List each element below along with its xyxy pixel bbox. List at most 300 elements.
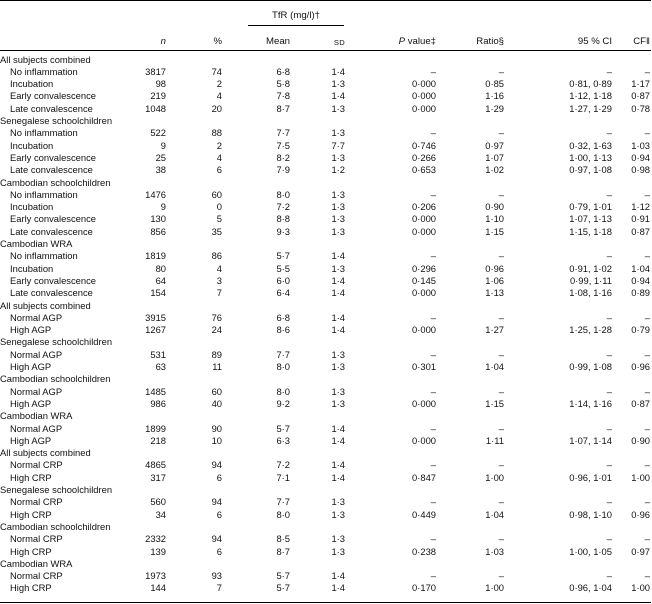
cell-cf: – xyxy=(644,250,650,262)
cell-ratio: – xyxy=(498,459,504,471)
cell-cf: 1·00 xyxy=(631,471,650,483)
cell-p-value: – xyxy=(430,311,436,323)
cell-ci: 1·00, 1·13 xyxy=(569,151,612,163)
cell-sd: 1·3 xyxy=(331,102,345,114)
cell-mean: 7·1 xyxy=(276,471,290,483)
cell-ci: – xyxy=(606,496,612,508)
cell-n: 856 xyxy=(150,225,166,237)
row-label: Early convalescence xyxy=(10,90,96,102)
cell-percent: 4 xyxy=(216,90,222,102)
cell-mean: 7·7 xyxy=(276,348,290,360)
p-header-rest: value‡ xyxy=(405,36,436,47)
cell-cf: – xyxy=(644,422,650,434)
cell-cf: 0·87 xyxy=(631,397,650,409)
cell-percent: 20 xyxy=(211,102,222,114)
cell-mean: 8·8 xyxy=(276,213,290,225)
cell-ratio: 1·13 xyxy=(485,287,504,299)
cell-p-value: 0·653 xyxy=(412,164,436,176)
cell-sd: 1·4 xyxy=(331,65,345,77)
cell-cf: – xyxy=(644,65,650,77)
row-label: Late convalescence xyxy=(10,225,93,237)
cell-n: 9 xyxy=(160,201,166,213)
cell-percent: 11 xyxy=(212,361,222,372)
cell-p-value: 0·238 xyxy=(412,545,436,557)
cell-mean: 7·2 xyxy=(276,459,290,471)
cell-n: 1485 xyxy=(145,385,166,397)
cell-cf: 0·96 xyxy=(631,361,650,372)
cell-sd: 1·3 xyxy=(331,225,345,237)
col-header-cf: CF‖ xyxy=(633,36,650,47)
cell-sd: 1·3 xyxy=(331,262,345,274)
cell-cf: 0·89 xyxy=(631,287,650,299)
cell-p-value: 0·000 xyxy=(412,213,436,225)
cell-ratio: – xyxy=(498,533,504,545)
cell-ratio: 1·29 xyxy=(485,102,504,114)
cell-ci: 1·14, 1·16 xyxy=(569,397,612,409)
tfr-group-header: TfR (mg/l)† xyxy=(272,10,320,21)
cell-percent: 6 xyxy=(216,164,222,176)
cell-ci: – xyxy=(606,422,612,434)
row-label: Normal CRP xyxy=(10,533,63,545)
row-label: High CRP xyxy=(10,582,52,594)
cell-ratio: 1·04 xyxy=(485,508,504,520)
cell-cf: 0·94 xyxy=(631,151,650,163)
cell-ci: – xyxy=(606,188,612,200)
cell-percent: 86 xyxy=(211,250,222,262)
row-label: Late convalescence xyxy=(10,287,93,299)
cell-n: 531 xyxy=(150,348,166,360)
top-rule xyxy=(0,0,651,1)
cell-p-value: 0·000 xyxy=(412,78,436,90)
cell-cf: – xyxy=(644,459,650,471)
cell-ci: 0·98, 1·10 xyxy=(569,508,612,520)
cell-mean: 8·0 xyxy=(276,188,290,200)
header-rule xyxy=(0,50,651,51)
cell-percent: 6 xyxy=(216,545,222,557)
cell-percent: 24 xyxy=(211,324,222,336)
cell-p-value: – xyxy=(430,422,436,434)
cell-ci: 0·99, 1·11 xyxy=(569,274,612,286)
cell-n: 2332 xyxy=(145,533,166,545)
cell-p-value: 0·000 xyxy=(412,225,436,237)
row-label: No inflammation xyxy=(10,188,78,200)
cell-percent: 60 xyxy=(211,188,222,200)
section-title: Cambodian schoolchildren xyxy=(0,373,111,385)
cell-ci: 1·07, 1·13 xyxy=(569,213,612,225)
row-label: Early convalescence xyxy=(10,274,96,286)
col-header-p-value xyxy=(388,36,436,47)
cell-p-value: – xyxy=(430,570,436,582)
row-label: Late convalescence xyxy=(10,102,93,114)
cell-ratio: 1·00 xyxy=(485,582,504,594)
col-header-ratio: Ratio§ xyxy=(476,36,504,47)
cell-cf: 0·91 xyxy=(631,213,650,225)
cell-n: 64 xyxy=(155,274,166,286)
cell-n: 560 xyxy=(150,496,166,508)
cell-ratio: 1·15 xyxy=(485,225,504,237)
cell-ratio: 0·97 xyxy=(485,139,504,151)
cell-mean: 8·0 xyxy=(276,508,290,520)
cell-ratio: – xyxy=(498,188,504,200)
cell-n: 25 xyxy=(155,151,166,163)
cell-percent: 0 xyxy=(216,201,222,213)
row-label: Normal CRP xyxy=(10,496,63,508)
cell-ci: – xyxy=(606,311,612,323)
cell-percent: 40 xyxy=(211,397,222,409)
cell-mean: 6·3 xyxy=(276,434,290,446)
cell-ratio: – xyxy=(498,250,504,262)
cell-ci: – xyxy=(606,127,612,139)
cell-p-value: – xyxy=(430,385,436,397)
cell-sd: 1·4 xyxy=(331,287,345,299)
col-header-n: n xyxy=(160,36,166,47)
cell-cf: 0·87 xyxy=(631,90,650,102)
cell-p-value: – xyxy=(430,127,436,139)
cell-sd: 1·4 xyxy=(331,471,345,483)
cell-cf: 0·98 xyxy=(631,164,650,176)
cell-mean: 8·7 xyxy=(276,102,290,114)
cell-percent: 4 xyxy=(216,151,222,163)
cell-ci: 1·07, 1·14 xyxy=(569,434,612,446)
cell-cf: 0·97 xyxy=(631,545,650,557)
cell-p-value: 0·000 xyxy=(412,287,436,299)
row-label: Incubation xyxy=(10,201,54,213)
cell-mean: 7·2 xyxy=(276,201,290,213)
row-label: Normal AGP xyxy=(10,311,63,323)
cell-cf: – xyxy=(644,570,650,582)
cell-mean: 9·3 xyxy=(276,225,290,237)
cell-percent: 4 xyxy=(216,262,222,274)
cell-ci: – xyxy=(606,65,612,77)
section-title: Cambodian schoolchildren xyxy=(0,520,111,532)
cell-ratio: – xyxy=(498,570,504,582)
cell-ci: 0·79, 1·01 xyxy=(569,201,612,213)
cell-ratio: 1·07 xyxy=(485,151,504,163)
cell-ratio: 1·10 xyxy=(485,213,504,225)
cell-percent: 88 xyxy=(211,127,222,139)
cell-p-value: – xyxy=(430,348,436,360)
cell-ci: – xyxy=(606,459,612,471)
cell-p-value: 0·000 xyxy=(412,102,436,114)
cell-ci: 0·97, 1·08 xyxy=(569,164,612,176)
row-label: Early convalescence xyxy=(10,151,96,163)
cell-ci: 1·15, 1·18 xyxy=(569,225,612,237)
row-label: Normal CRP xyxy=(10,570,63,582)
cell-sd: 1·3 xyxy=(331,361,345,372)
cell-percent: 94 xyxy=(211,533,222,545)
cell-sd: 1·4 xyxy=(331,582,345,594)
cell-p-value: – xyxy=(430,496,436,508)
cell-cf: – xyxy=(644,311,650,323)
cell-sd: 1·3 xyxy=(331,397,345,409)
cell-ci: 1·08, 1·16 xyxy=(569,287,612,299)
cell-ratio: 0·96 xyxy=(485,262,504,274)
row-label: Normal AGP xyxy=(10,348,63,360)
cell-percent: 89 xyxy=(211,348,222,360)
cell-mean: 5·8 xyxy=(276,78,290,90)
cell-ci: – xyxy=(606,385,612,397)
cell-ci: 1·00, 1·05 xyxy=(569,545,612,557)
cell-n: 130 xyxy=(150,213,166,225)
cell-mean: 7·8 xyxy=(276,90,290,102)
cell-n: 144 xyxy=(150,582,166,594)
cell-ratio: 0·85 xyxy=(485,78,504,90)
cell-p-value: 0·746 xyxy=(412,139,436,151)
cell-sd: 1·3 xyxy=(331,508,345,520)
cell-sd: 1·3 xyxy=(331,213,345,225)
cell-cf: 0·87 xyxy=(631,225,650,237)
cell-sd: 1·4 xyxy=(331,434,345,446)
p-italic-letter: P xyxy=(398,36,406,47)
row-label: High AGP xyxy=(10,324,52,336)
cell-cf: – xyxy=(644,533,650,545)
cell-ci: – xyxy=(606,250,612,262)
cell-sd: 1·3 xyxy=(331,78,345,90)
cell-n: 98 xyxy=(155,78,166,90)
cell-n: 4865 xyxy=(145,459,166,471)
cell-ci: 0·99, 1·08 xyxy=(569,361,612,372)
cell-p-value: – xyxy=(430,250,436,262)
cell-sd: 1·3 xyxy=(331,151,345,163)
section-title: Cambodian schoolchildren xyxy=(0,176,111,188)
cell-percent: 94 xyxy=(211,496,222,508)
cell-cf: 1·12 xyxy=(631,201,650,213)
row-label: No inflammation xyxy=(10,250,78,262)
cell-cf: – xyxy=(644,496,650,508)
cell-ratio: 1·15 xyxy=(485,397,504,409)
cell-sd: 1·3 xyxy=(331,201,345,213)
cell-percent: 90 xyxy=(211,422,222,434)
cell-n: 1819 xyxy=(145,250,166,262)
cell-mean: 5·7 xyxy=(276,570,290,582)
row-label: High CRP xyxy=(10,471,52,483)
cell-n: 218 xyxy=(150,434,166,446)
row-label: Incubation xyxy=(10,78,54,90)
cell-sd: 1·3 xyxy=(331,545,345,557)
col-header-percent: % xyxy=(213,36,222,47)
cell-percent: 35 xyxy=(211,225,222,237)
row-label: High AGP xyxy=(10,434,52,446)
section-title: All subjects combined xyxy=(0,447,91,459)
cell-n: 1267 xyxy=(145,324,166,336)
cell-ci: 0·81, 0·89 xyxy=(569,78,612,90)
cell-n: 139 xyxy=(150,545,166,557)
cell-mean: 6·4 xyxy=(276,287,290,299)
cell-percent: 74 xyxy=(211,65,222,77)
cell-sd: 1·3 xyxy=(331,348,345,360)
row-label: Normal CRP xyxy=(10,459,63,471)
cell-cf: – xyxy=(644,188,650,200)
cell-n: 1973 xyxy=(145,570,166,582)
cell-sd: 1·3 xyxy=(331,188,345,200)
cell-ratio: – xyxy=(498,496,504,508)
row-label: Late convalescence xyxy=(10,164,93,176)
cell-n: 219 xyxy=(150,90,166,102)
cell-p-value: 0·266 xyxy=(412,151,436,163)
cell-percent: 7 xyxy=(216,582,222,594)
cell-ratio: 1·16 xyxy=(485,90,504,102)
cell-cf: 0·94 xyxy=(631,274,650,286)
cell-p-value: 0·170 xyxy=(412,582,436,594)
cell-mean: 7·7 xyxy=(276,127,290,139)
section-title: All subjects combined xyxy=(0,53,91,65)
cell-ci: 1·25, 1·28 xyxy=(569,324,612,336)
row-label: High CRP xyxy=(10,545,52,557)
cell-ratio: – xyxy=(498,311,504,323)
row-label: High AGP xyxy=(10,361,52,372)
cell-p-value: 0·000 xyxy=(412,324,436,336)
section-title: Cambodian WRA xyxy=(0,557,73,569)
cell-mean: 5·7 xyxy=(276,422,290,434)
cell-mean: 8·0 xyxy=(276,361,290,372)
cell-percent: 3 xyxy=(216,274,222,286)
row-label: Normal AGP xyxy=(10,385,63,397)
cell-n: 3915 xyxy=(145,311,166,323)
cell-ratio: – xyxy=(498,127,504,139)
cell-mean: 6·8 xyxy=(276,65,290,77)
cell-sd: 1·4 xyxy=(331,570,345,582)
cell-ci: – xyxy=(606,533,612,545)
cell-percent: 10 xyxy=(211,434,222,446)
col-header-mean: Mean xyxy=(266,36,290,47)
cell-cf: 1·04 xyxy=(631,262,650,274)
cell-n: 80 xyxy=(155,262,166,274)
section-title: Cambodian WRA xyxy=(0,238,73,249)
cell-n: 34 xyxy=(155,508,166,520)
cell-mean: 8·2 xyxy=(276,151,290,163)
cell-ci: 0·32, 1·63 xyxy=(569,139,612,151)
cell-ratio: 1·03 xyxy=(485,545,504,557)
section-title: Senegalese schoolchildren xyxy=(0,336,113,348)
cell-p-value: 0·847 xyxy=(412,471,436,483)
cell-ratio: – xyxy=(498,65,504,77)
cell-cf: 1·17 xyxy=(631,78,650,90)
cell-cf: 0·90 xyxy=(631,434,650,446)
cell-sd: 1·3 xyxy=(331,496,345,508)
cell-sd: 1·4 xyxy=(331,311,345,323)
bottom-rule xyxy=(0,602,651,603)
section-title: Cambodian WRA xyxy=(0,410,73,422)
cell-n: 1476 xyxy=(145,188,166,200)
cell-p-value: – xyxy=(430,459,436,471)
cell-n: 63 xyxy=(155,361,166,372)
cell-cf: 0·96 xyxy=(631,508,650,520)
row-label: No inflammation xyxy=(10,65,78,77)
cell-cf: 0·79 xyxy=(631,324,650,336)
cell-sd: 1·3 xyxy=(331,533,345,545)
cell-cf: – xyxy=(644,127,650,139)
cell-percent: 2 xyxy=(216,139,222,151)
section-title: Senegalese schoolchildren xyxy=(0,115,113,126)
cell-ratio: 1·27 xyxy=(485,324,504,336)
col-header-ci: 95 % CI xyxy=(577,36,612,47)
cell-ratio: – xyxy=(498,385,504,397)
cell-ci: 0·96, 1·01 xyxy=(569,471,612,483)
row-label: Incubation xyxy=(10,139,54,151)
cell-mean: 5·7 xyxy=(276,582,290,594)
cell-ratio: 1·02 xyxy=(485,164,504,176)
cell-ci: – xyxy=(606,348,612,360)
cell-mean: 8·5 xyxy=(276,533,290,545)
cell-ratio: 0·90 xyxy=(485,201,504,213)
cell-percent: 76 xyxy=(211,311,222,323)
cell-ci: – xyxy=(606,570,612,582)
cell-ratio: – xyxy=(498,348,504,360)
cell-mean: 8·7 xyxy=(276,545,290,557)
cell-mean: 8·0 xyxy=(276,385,290,397)
row-label: Early convalescence xyxy=(10,213,96,225)
cell-mean: 5·7 xyxy=(276,250,290,262)
cell-ci: 0·91, 1·02 xyxy=(569,262,612,274)
cell-p-value: 0·000 xyxy=(412,397,436,409)
cell-percent: 2 xyxy=(216,78,222,90)
cell-p-value: 0·000 xyxy=(412,90,436,102)
cell-n: 9 xyxy=(160,139,166,151)
row-label: Normal AGP xyxy=(10,422,63,434)
cell-p-value: – xyxy=(430,533,436,545)
cell-percent: 60 xyxy=(211,385,222,397)
cell-mean: 8·6 xyxy=(276,324,290,336)
cell-ratio: 1·00 xyxy=(485,471,504,483)
cell-p-value: 0·000 xyxy=(412,434,436,446)
cell-p-value: – xyxy=(430,188,436,200)
cell-mean: 7·9 xyxy=(276,164,290,176)
cell-sd: 7·7 xyxy=(331,139,345,151)
cell-p-value: 0·206 xyxy=(412,201,436,213)
cell-sd: 1·3 xyxy=(331,127,345,139)
cell-ci: 1·12, 1·18 xyxy=(569,90,612,102)
row-label: High AGP xyxy=(10,397,52,409)
cell-ci: 0·96, 1·04 xyxy=(569,582,612,594)
cell-sd: 1·2 xyxy=(331,164,345,176)
cell-p-value: 0·301 xyxy=(412,361,436,372)
cell-n: 986 xyxy=(150,397,166,409)
cell-p-value: 0·145 xyxy=(412,274,436,286)
cell-cf: 1·00 xyxy=(631,582,650,594)
cell-n: 317 xyxy=(150,471,166,483)
cell-mean: 7·5 xyxy=(276,139,290,151)
cell-n: 522 xyxy=(150,127,166,139)
cell-n: 1899 xyxy=(145,422,166,434)
cell-p-value: 0·449 xyxy=(412,508,436,520)
cell-ci: 1·27, 1·29 xyxy=(569,102,612,114)
cell-p-value: 0·296 xyxy=(412,262,436,274)
col-header-sd: SD xyxy=(333,38,345,47)
cell-ratio: 1·06 xyxy=(485,274,504,286)
cell-percent: 93 xyxy=(211,570,222,582)
cell-ratio: – xyxy=(498,422,504,434)
cell-n: 1048 xyxy=(145,102,166,114)
cell-mean: 9·2 xyxy=(276,397,290,409)
cell-p-value: – xyxy=(430,65,436,77)
cell-mean: 7·7 xyxy=(276,496,290,508)
row-label: No inflammation xyxy=(10,127,78,139)
cell-ratio: 1·11 xyxy=(485,434,504,446)
cell-percent: 94 xyxy=(211,459,222,471)
cell-sd: 1·4 xyxy=(331,324,345,336)
cell-sd: 1·4 xyxy=(331,422,345,434)
cell-n: 3817 xyxy=(145,65,166,77)
cell-mean: 6·0 xyxy=(276,274,290,286)
cell-cf: 0·78 xyxy=(631,102,650,114)
section-title: All subjects combined xyxy=(0,299,91,311)
cell-cf: 1·03 xyxy=(631,139,650,151)
cell-percent: 6 xyxy=(216,508,222,520)
cell-percent: 6 xyxy=(216,471,222,483)
row-label: Incubation xyxy=(10,262,54,274)
cell-cf: – xyxy=(644,385,650,397)
section-title: Senegalese schoolchildren xyxy=(0,484,113,495)
